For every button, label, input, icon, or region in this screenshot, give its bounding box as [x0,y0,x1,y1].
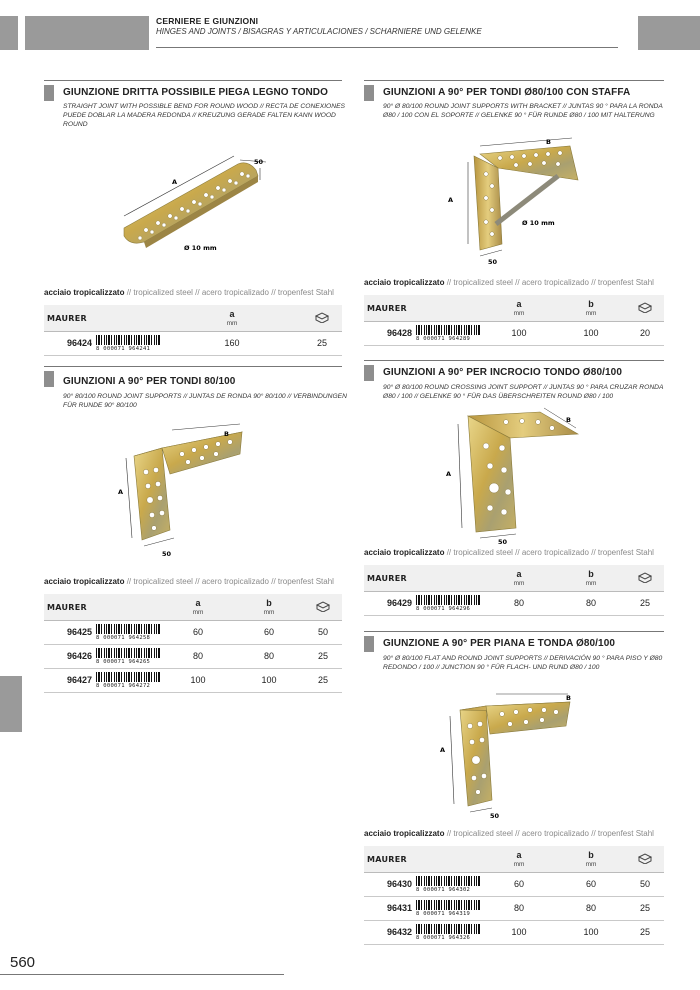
barcode [96,624,160,641]
barcode [416,900,480,917]
header-tab-left [0,16,18,50]
value-qty: 25 [304,644,342,668]
column-header-a: a [516,298,522,309]
section-title-bracket-joint: GIUNZIONI A 90° PER TONDI Ø80/100 CON STAFFA [383,87,631,98]
table-row [44,668,342,692]
column-unit: mm [226,319,238,327]
value-a: 100 [482,920,556,944]
section-divider [44,366,342,367]
header-tab [25,16,149,50]
value-b: 60 [556,872,626,896]
section-title-flat-round-joint: GIUNZIONE A 90° PER PIANA E TONDA Ø80/100 [383,638,616,649]
value-qty: 25 [626,920,664,944]
barcode [96,672,160,689]
product-table-96425 [44,594,342,693]
column-unit: mm [513,309,525,317]
section-description: 90° Ø 80/100 ROUND CROSSING JOINT SUPPORT // JUNTAS 90 ° PARA CRUZAR RONDA Ø80 / 100 // GELENKE 90 ° FÜR DAS ÜBERSCHREITEN ROUND Ø80 / 100 [383,384,664,400]
product-code: 96425 [44,620,96,644]
table-row [364,321,664,345]
dimension-label-a: A [172,178,178,186]
table-row [364,920,664,944]
barcode-number: 8 000071 964289 [416,335,471,342]
header-divider [156,47,618,48]
material-line [44,577,334,586]
barcode [416,876,480,893]
material-label: acciaio tropicalizzato [44,577,125,586]
section-description: 90° 80/100 ROUND JOINT SUPPORTS // JUNTAS DE RONDA 90° 80/100 // VERBINDUNGEN FÜR RUNDE 90° 80/100 [63,393,347,409]
value-a: 60 [162,620,234,644]
column-unit: mm [263,608,275,616]
value-b: 80 [556,591,626,615]
column-header-a: a [516,568,522,579]
material-translations: // tropicalized steel // acero tropicalizado // tropenfest Stahl [126,577,334,586]
material-line [364,548,654,557]
value-a: 80 [162,644,234,668]
dimension-label-fifty: 50 [254,158,264,166]
section-title-90-joint: GIUNZIONI A 90° PER TONDI 80/100 [63,376,236,387]
table-row [364,591,664,615]
product-table-96424 [44,305,342,356]
product-code: 96431 [364,896,416,920]
column-unit: mm [513,579,525,587]
dimension-label-a: A [440,746,446,754]
section-marker [364,85,374,101]
brand-logo: MAURER [47,602,87,612]
brand-logo: MAURER [47,313,87,323]
brand-logo: MAURER [367,854,407,864]
section-description: 90° Ø 80/100 ROUND JOINT SUPPORTS WITH BRACKET // JUNTAS 90 ° PARA LA RONDA Ø80 / 100 CON EL SOPORTE // GELENKE 90 ° FÜR RUNDE Ø80 / 100 MIT HALTERUNG [383,103,663,119]
column-header-b: b [588,568,594,579]
bracket-joint-image [440,132,590,267]
barcode [96,648,160,665]
product-table-96428 [364,295,664,346]
column-header-a: a [229,308,235,319]
value-a: 60 [482,872,556,896]
dimension-label-a: A [118,488,124,496]
value-qty: 50 [626,872,664,896]
value-qty: 25 [304,668,342,692]
value-a: 100 [162,668,234,692]
table-row [44,331,342,355]
value-b: 100 [556,920,626,944]
page-number: 560 [10,954,36,971]
product-code: 96427 [44,668,96,692]
section-divider [364,80,664,81]
column-unit: mm [513,860,525,868]
column-header-b: b [266,597,272,608]
section-marker [44,371,54,387]
column-unit: mm [585,860,597,868]
value-qty: 25 [626,896,664,920]
dimension-label-fifty: 50 [488,258,498,266]
barcode [416,595,480,612]
value-a: 160 [162,331,302,355]
dimension-label-diameter: Ø 10 mm [184,244,217,252]
material-translations: // tropicalized steel // acero tropicalizado // tropenfest Stahl [446,548,654,557]
dimension-label-a: A [448,196,454,204]
section-description: 90° Ø 80/100 FLAT AND ROUND JOINT SUPPORTS // DERIVACIÓN 90 ° PARA PISO Y Ø80 REDONDO / 100 // JUNCTION 90 ° FÜR FLACH- UND RUND Ø80 / 100 [383,655,663,671]
column-unit: mm [585,579,597,587]
column-unit: mm [585,309,597,317]
barcode-number: 8 000071 964241 [96,345,151,352]
product-code: 96432 [364,920,416,944]
material-label: acciaio tropicalizzato [364,829,445,838]
barcode [416,924,480,941]
section-title-straight-joint: GIUNZIONE DRITTA POSSIBILE PIEGA LEGNO TONDO [63,87,328,98]
barcode-number: 8 000071 964258 [96,634,151,641]
value-a: 80 [482,591,556,615]
value-a: 100 [482,321,556,345]
section-marker [364,365,374,381]
value-b: 100 [556,321,626,345]
value-qty: 25 [626,591,664,615]
product-code: 96424 [44,331,96,355]
section-title-crossing-joint: GIUNZIONI A 90° PER INCROCIO TONDO Ø80/100 [383,367,622,378]
angle-joint-image [112,420,262,560]
column-header-b: b [588,849,594,860]
table-row [364,896,664,920]
product-code: 96426 [44,644,96,668]
straight-joint-image [116,150,276,260]
table-row [364,872,664,896]
material-translations: // tropicalized steel // acero tropicalizado // tropenfest Stahl [446,278,654,287]
value-a: 80 [482,896,556,920]
catalog-section-title: CERNIERE E GIUNZIONI [156,16,259,26]
brand-logo: MAURER [367,573,407,583]
value-qty: 50 [304,620,342,644]
material-label: acciaio tropicalizzato [44,288,125,297]
flat-round-joint-image [436,692,586,822]
box-quantity-icon [314,311,330,323]
material-translations: // tropicalized steel // acero tropicalizado // tropenfest Stahl [446,829,654,838]
value-b: 80 [234,644,304,668]
section-divider [364,360,664,361]
barcode-number: 8 000071 964319 [416,910,471,917]
table-row [44,644,342,668]
dimension-label-fifty: 50 [498,538,508,544]
material-line [44,288,334,297]
box-quantity-icon [637,571,653,583]
value-b: 80 [556,896,626,920]
section-description: STRAIGHT JOINT WITH POSSIBLE BEND FOR ROUND WOOD // RECTA DE CONEXIONES PUEDE DOBLAR LA MADERA REDONDA // KREUZUNG GERADE FALTEN KANN WOOD ROUND [63,103,346,128]
column-header-a: a [195,597,201,608]
product-code: 96430 [364,872,416,896]
column-unit: mm [192,608,204,616]
barcode-number: 8 000071 964302 [416,886,471,893]
brand-logo: MAURER [367,303,407,313]
section-marker [44,85,54,101]
barcode [416,325,480,342]
section-divider [44,80,342,81]
value-b: 100 [234,668,304,692]
dimension-label-b: B [546,138,551,146]
column-header-b: b [588,298,594,309]
product-table-96429 [364,565,664,616]
material-translations: // tropicalized steel // acero tropicalizado // tropenfest Stahl [126,288,334,297]
footer-divider [0,974,284,975]
material-label: acciaio tropicalizzato [364,278,445,287]
section-marker [364,636,374,652]
header-tab-right [638,16,700,50]
product-table-96430 [364,846,664,945]
barcode-number: 8 000071 964296 [416,605,471,612]
section-divider [364,631,664,632]
dimension-label-b: B [566,416,571,424]
material-line [364,829,654,838]
box-quantity-icon [637,301,653,313]
box-quantity-icon [315,600,331,612]
table-row [44,620,342,644]
barcode-number: 8 000071 964272 [96,682,151,689]
dimension-label-fifty: 50 [162,550,172,558]
product-code: 96429 [364,591,416,615]
catalog-section-subtitle: HINGES AND JOINTS / BISAGRAS Y ARTICULACIONES / SCHARNIERE UND GELENKE [156,27,482,36]
value-b: 60 [234,620,304,644]
dimension-label-fifty: 50 [490,812,500,820]
column-header-a: a [516,849,522,860]
barcode-number: 8 000071 964326 [416,934,471,941]
product-code: 96428 [364,321,416,345]
dimension-label-b: B [224,430,229,438]
side-thumb-tab [0,676,22,732]
barcode [96,335,160,352]
dimension-label-diameter: Ø 10 mm [522,219,555,227]
material-label: acciaio tropicalizzato [364,548,445,557]
value-qty: 20 [626,321,664,345]
barcode-number: 8 000071 964265 [96,658,151,665]
crossing-joint-image [440,404,580,544]
dimension-label-b: B [566,694,571,702]
box-quantity-icon [637,852,653,864]
value-qty: 25 [302,331,342,355]
material-line [364,278,654,287]
dimension-label-a: A [446,470,452,478]
